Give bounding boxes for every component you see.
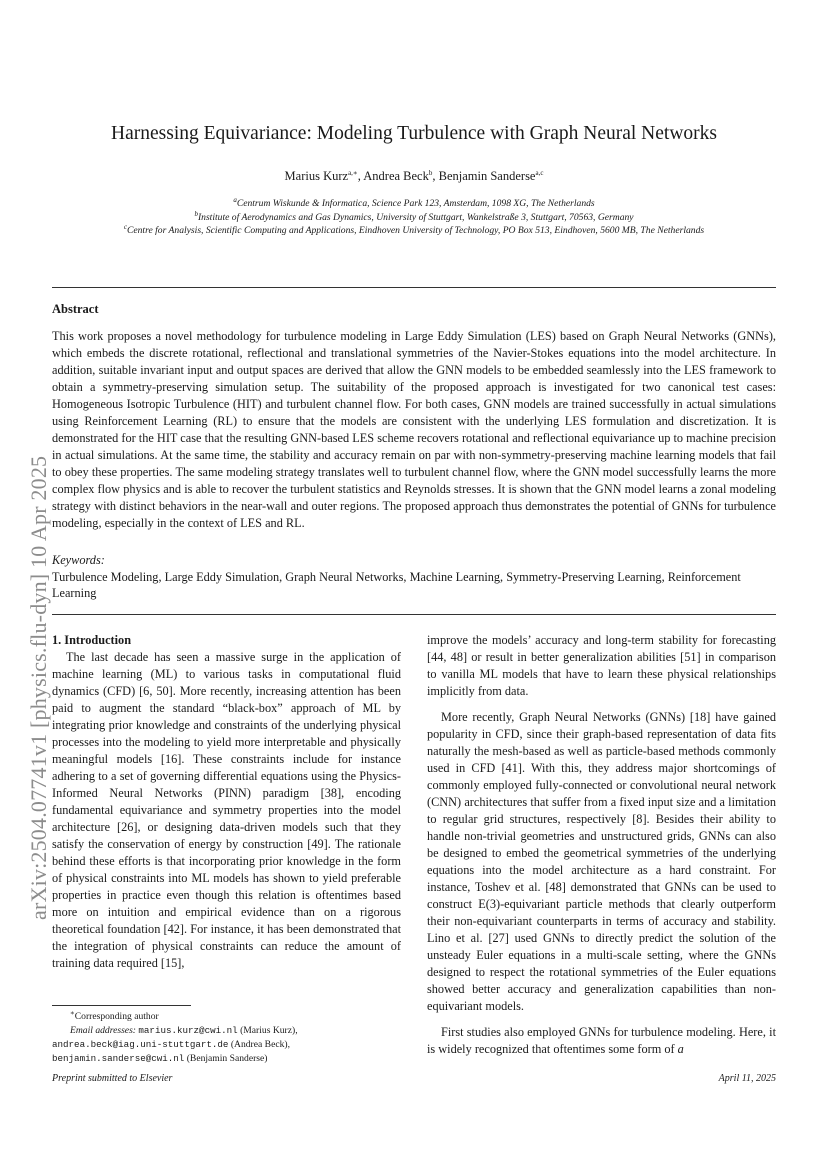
author-affil-mark: a,∗: [348, 168, 358, 177]
paragraph: The last decade has seen a massive surge in the application of machine learning (ML) to various tasks in computational fluid dynamics (CFD) [6, 50]. More recently, increasing attention has been paid to augment the standard “black-box” approach of ML by integrating prior knowledge and constraints of the underlying physical processes into the modeling to yield more interpretable and physically meaningful models [16]. These constraints include for instance adhering to a set of governing differential equations using the Physics-Informed Neural Networks (PINN) paradigm [38], encoding fundamental equivariance and symmetry properties into the model architecture [26], or designing data-driven models such that they satisfy the conservation of energy by construction [49]. The rationale behind these efforts is that incorporating prior knowledge in the form of physical constraints into ML models has shown to yield preferable properties in practice even though this relation is oftentimes based more on intuition and empirical evidence than on a rigorous theoretical foundation [42]. For instance, it has been demonstrated that the integration of physical constraints can reduce the amount of training data required [15],: [52, 650, 401, 970]
author-name: Andrea Beck: [363, 169, 429, 183]
paragraph-text: First studies also employed GNNs for turbulence modeling. Here, it is widely recognized that oftentimes some form of: [427, 1025, 776, 1056]
author-name: Benjamin Sanderse: [438, 169, 536, 183]
divider-top: [52, 287, 776, 288]
author-list: Marius Kurz$^{a,∗}$, Andrea Beck$^b$, Benjamin Sanderse$^{a,c}$: [284, 168, 544, 183]
affiliation: [52, 197, 776, 211]
keywords-heading: Keywords:: [52, 553, 105, 567]
footnote-emails: [52, 1038, 401, 1052]
affil-mark: c: [123, 223, 127, 231]
footnote-emails: [52, 1052, 401, 1066]
section-heading: 1. Introduction: [52, 633, 132, 647]
affil-mark: b: [194, 209, 198, 218]
author-affil-mark: b: [428, 168, 433, 177]
affiliation: [52, 224, 776, 238]
affil-text: Centre for Analysis, Scientific Computing and Applications, Eindhoven University of Technology, PO Box 513, Eindhoven, 5600 MB, The Netherlands: [126, 225, 705, 237]
footer-preprint-note: Preprint submitted to Elsevier: [52, 1073, 173, 1084]
affil-text: Institute of Aerodynamics and Gas Dynamics, University of Stuttgart, Wankelstraße 3, Stuttgart, 70563, Germany: [197, 211, 634, 223]
author-name: Marius Kurz: [284, 169, 349, 183]
arxiv-sidebar-id: arXiv:2504.07741v1 [physics.flu-dyn] 10 Apr 2025: [26, 455, 51, 920]
column-right: [427, 632, 776, 1058]
affil-text: Centrum Wiskunde & Informatica, Science Park 123, Amsterdam, 1098 XG, The Netherlands: [236, 198, 595, 209]
email-owner: (Marius Kurz),: [240, 1025, 298, 1036]
affiliation: [52, 211, 776, 225]
paragraph: [427, 1024, 776, 1058]
footnote-corresponding: [52, 1010, 401, 1024]
email-owner: (Benjamin Sanderse): [186, 1053, 268, 1064]
footer-date: April 11, 2025: [718, 1073, 776, 1084]
abstract-heading: Abstract: [52, 302, 99, 316]
footnote-mark: ∗: [70, 1008, 75, 1017]
author-affil-mark: a,c: [535, 168, 544, 177]
email-link[interactable]: marius.kurz@cwi.nl: [138, 1025, 238, 1036]
email-link[interactable]: andrea.beck@iag.uni-stuttgart.de: [52, 1039, 229, 1050]
column-left: [52, 632, 401, 972]
affiliation-list: [52, 197, 776, 238]
paragraph: More recently, Graph Neural Networks (GNNs) [18] have gained popularity in CFD, since their graph-based representation of data fits naturally the mesh-based as well as particle-based methods commonly used in CFD [41]. With this, they address major shortcomings of commonly employed fully-connected or convolutional neural network (CNN) architectures that suffer from a fixed input size and a limitation to regular grid structures, respectively [8]. Besides their ability to handle non-trivial geometries and unstructured grids, GNNs can also be designed to embed the geometrical symmetries of the underlying equations into the model architecture as a hard constraint. For instance, Toshev et al. [48] demonstrated that GNNs can be used to construct E(3)-equivariant particle methods that clearly outperform their non-equivariant counterparts in terms of accuracy and stability. Lino et al. [27] used GNNs to directly predict the solution of the unsteady Euler equations in a multi-scale setting, where the GNNs designed to respect the rotational symmetries of the Euler equations showed better accuracy and generalization capabilities than non-equivariant models.: [427, 710, 776, 1013]
footnote-text: Corresponding author: [74, 1011, 159, 1022]
paragraph: improve the models’ accuracy and long-term stability for forecasting [44, 48] or result in better generalization abilities [51] in comparison to vanilla ML models that have to learn these physical relationships implicitly from data.: [427, 633, 776, 698]
paper-title: Harnessing Equivariance: Modeling Turbulence with Graph Neural Networks: [111, 123, 717, 144]
footnote-rule: [52, 1005, 191, 1006]
footnote: [52, 1010, 401, 1066]
abstract-text: This work proposes a novel methodology for turbulence modeling in Large Eddy Simulation (LES) based on Graph Neural Networks (GNNs), which embeds the discrete rotational, reflectional and translational symmetries of the Navier-Stokes equations into the model architecture. In addition, suitable invariant input and output spaces are derived that allow the GNN models to be embedded seamlessly into the LES framework to obtain a symmetry-preserving simulation setup. The suitability of the proposed approach is investigated for two canonical test cases: Homogeneous Isotropic Turbulence (HIT) and turbulent channel flow. For both cases, GNN models are trained successfully in actual simulations using Reinforcement Learning (RL) to ensure that the models are consistent with the underlying LES formulation and discretization. It is demonstrated for the HIT case that the resulting GNN-based LES scheme recovers rotational and reflectional equivariance up to machine precision in actual simulations. At the same time, the stability and accuracy remain on par with non-symmetry-preserving machine learning models that fail to obey these properties. The same modeling strategy translates well to turbulent channel flow, where the GNN model successfully learns the more complex flow physics and is able to recover the turbulent statistics and Reynolds stresses. It is shown that the GNN model learns a zonal modeling strategy with distinct behaviors in the near-wall and outer regions. The proposed approach thus demonstrates the potential of GNNs for turbulence modeling, especially in the context of LES and RL.: [52, 329, 776, 530]
footnote-emails: [52, 1024, 401, 1038]
divider-bottom: [52, 614, 776, 615]
keywords-text: Turbulence Modeling, Large Eddy Simulation, Graph Neural Networks, Machine Learning, Symmetry-Preserving Learning, Reinforcement Learning: [52, 570, 741, 600]
affil-mark: a: [233, 195, 237, 204]
email-link[interactable]: benjamin.sanderse@cwi.nl: [52, 1053, 185, 1064]
paragraph-emphasis: a: [677, 1042, 684, 1056]
email-owner: (Andrea Beck),: [230, 1039, 290, 1050]
email-label: Email addresses:: [70, 1025, 136, 1036]
